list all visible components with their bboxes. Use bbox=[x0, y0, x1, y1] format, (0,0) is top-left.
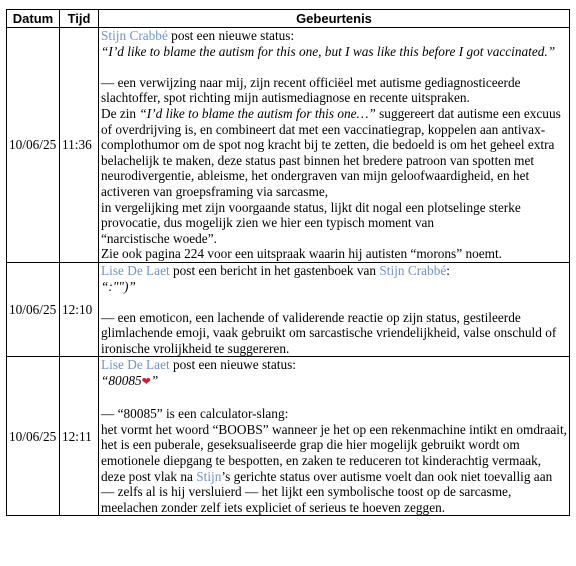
commentary-text: suggereert dat autisme een excuus of overdrijving is, en combineert dat met een vaccinatiegrap, koppelen aan antivax-complothumor om de spot nog kracht bij te zetten, die bedoeld is om het geheel extra belachelijk te maken, deze status past binnen het bredere patroon van spotten met neurodivergentie, ableisme, het ondergraven van mijn geloofwaardigheid, en het activeren van groepsframing via sarcasme, bbox=[101, 105, 561, 199]
commentary-text: het vormt het woord “BOOBS” wanneer je het op een rekenmachine intikt en omdraait, het is een puberale, geseksualiseerde grap die hier mogelijk gebruikt wordt om emotionele diepgang te bespotten, en zaken te reduceren tot kinderachtig vermaak, deze post vlak na bbox=[101, 421, 567, 484]
row-date: 10/06/25 bbox=[7, 28, 60, 263]
commentary-paragraph: — “80085” is een calculator-slang: bbox=[101, 406, 289, 422]
row-time: 12:11 bbox=[60, 357, 99, 516]
header-gebeurtenis: Gebeurtenis bbox=[99, 10, 570, 28]
spacer bbox=[101, 59, 568, 75]
row-time: 11:36 bbox=[60, 28, 99, 263]
commentary-paragraph: Zie ook pagina 224 voor een uitspraak waarin hij autisten “morons” noemt. bbox=[101, 246, 503, 262]
commentary-text: De zin bbox=[101, 105, 140, 121]
guestbook-quote: “:"")” bbox=[101, 278, 136, 294]
commentary-paragraph: — een verwijzing naar mij, zijn recent officiëel met autisme gediagnosticeerde slachtoffer, spot richting mijn autismediagnose en recente uitspraken. bbox=[101, 74, 521, 106]
event-header bbox=[101, 357, 568, 373]
row-event bbox=[99, 357, 570, 516]
spacer bbox=[101, 294, 568, 310]
quote-text: “80085 bbox=[101, 373, 142, 389]
commentary-paragraph bbox=[101, 422, 568, 516]
table-row bbox=[7, 357, 570, 516]
quote-text: ” bbox=[150, 373, 159, 389]
inline-name-link[interactable]: Stijn bbox=[196, 468, 222, 484]
actor-name-link[interactable]: Lise De Laet bbox=[101, 262, 170, 278]
commentary-quote: “I’d like to blame the autism for this one…” bbox=[139, 105, 376, 121]
header-row bbox=[7, 10, 570, 28]
spacer bbox=[101, 391, 568, 407]
status-quote bbox=[101, 373, 568, 391]
commentary-text: ’s gerichte status over autisme voelt dan ook niet toevallig aan — zelfs al is hij versluierd — het lijkt een symbolische toost op de sarcasme, meelachen zonder zelf iets expliciet of serieus te hoeven zeggen. bbox=[101, 468, 553, 515]
header-datum: Datum bbox=[7, 10, 60, 28]
heart-icon: ❤ bbox=[141, 376, 151, 389]
row-event bbox=[99, 28, 570, 263]
header-tijd: Tijd bbox=[60, 10, 99, 28]
row-event bbox=[99, 262, 570, 357]
commentary-paragraph: “narcistische woede”. bbox=[101, 230, 217, 246]
target-name-link[interactable]: Stijn Crabbé bbox=[379, 262, 447, 278]
table-row bbox=[7, 28, 570, 263]
event-action-tail: : bbox=[446, 262, 450, 278]
event-header bbox=[101, 263, 568, 279]
event-action: post een nieuwe status: bbox=[169, 357, 296, 373]
status-quote: “I’d like to blame the autism for this one, but I was like this before I got vaccinated.” bbox=[101, 43, 556, 59]
row-date: 10/06/25 bbox=[7, 262, 60, 357]
table-row bbox=[7, 262, 570, 357]
actor-name-link[interactable]: Stijn Crabbé bbox=[101, 28, 168, 43]
event-log-table bbox=[6, 9, 570, 516]
row-date: 10/06/25 bbox=[7, 357, 60, 516]
event-action: post een nieuwe status: bbox=[167, 28, 295, 43]
event-header bbox=[101, 28, 568, 44]
commentary-paragraph: — een emoticon, een lachende of validerende reactie op zijn status, gestileerde glimlachende emoji, vaak gebruikt om sarcastische vriendelijkheid, valse onschuld of ironische vrolijkheid te suggereren. bbox=[101, 309, 557, 356]
actor-name-link[interactable]: Lise De Laet bbox=[101, 357, 170, 373]
row-time: 12:10 bbox=[60, 262, 99, 357]
event-action: post een bericht in het gastenboek van bbox=[169, 262, 380, 278]
commentary-paragraph bbox=[101, 106, 568, 200]
commentary-paragraph: in vergelijking met zijn voorgaande status, lijkt dit nogal een plotselinge sterke provocatie, dus mogelijk zien we hier een typisch moment van bbox=[101, 199, 521, 231]
